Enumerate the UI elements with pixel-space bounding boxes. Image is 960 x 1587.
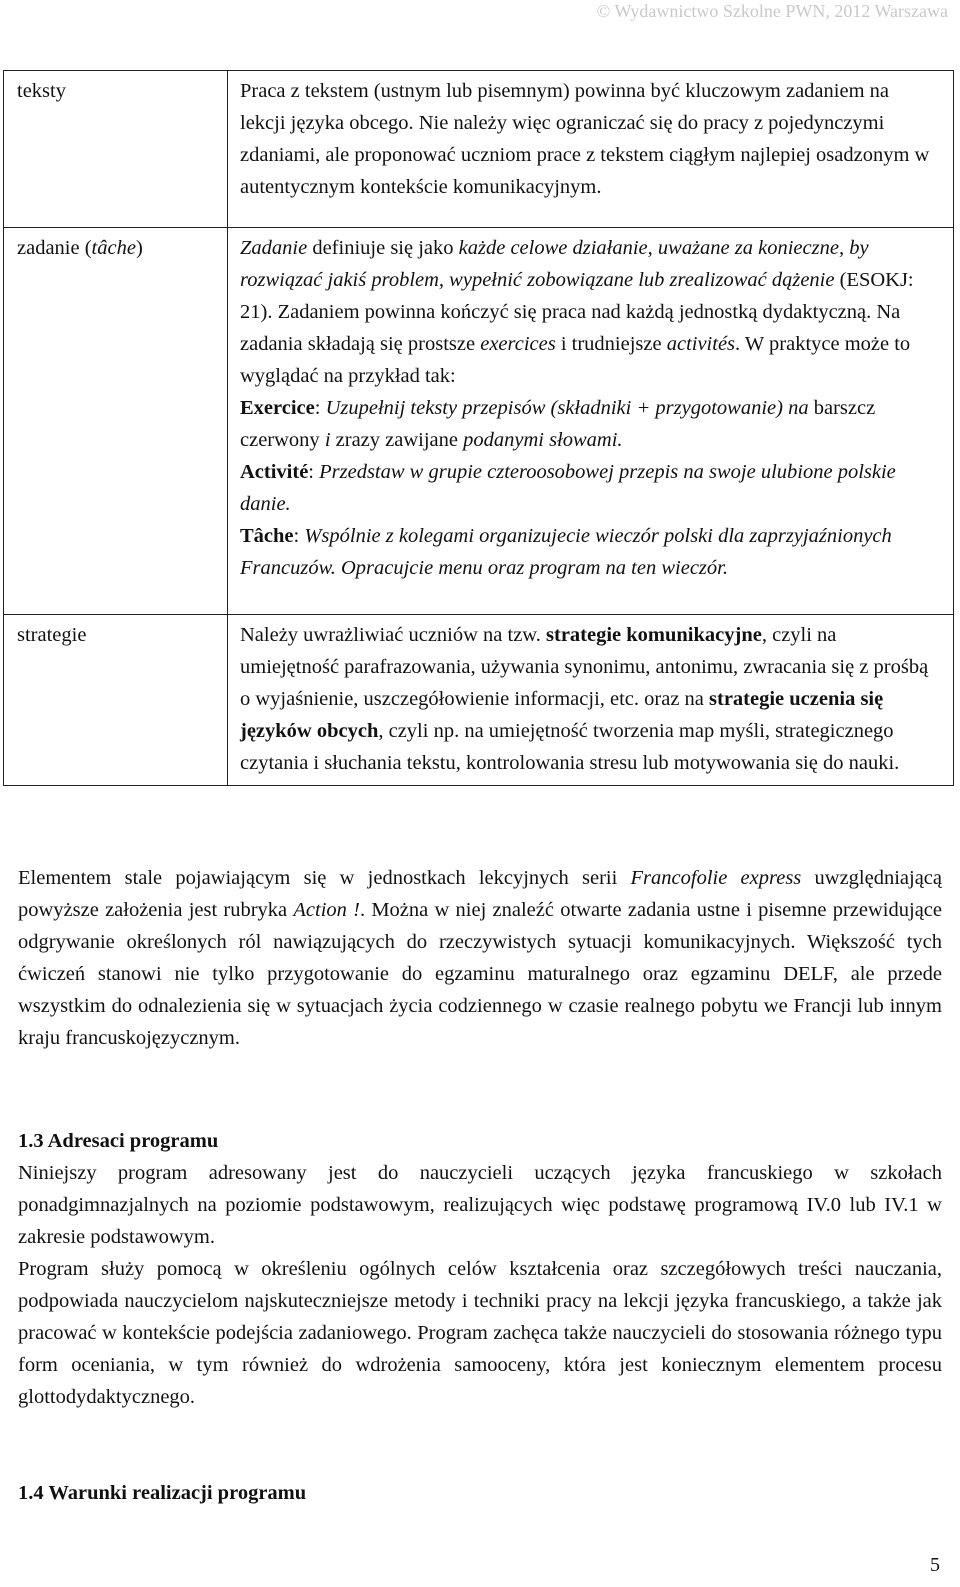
colon: : <box>308 461 320 483</box>
strategy-table <box>3 70 954 786</box>
strategy-text: Należy uwrażliwiać uczniów na tzw. <box>240 624 547 646</box>
exercice-label: Exercice <box>240 397 315 419</box>
definition-quote: każde celowe działanie, uważane za konieczne, by rozwiązać jakiś problem, wypełnić zobowiązane lub zrealizować dążenie <box>240 237 869 291</box>
tache-example <box>240 520 939 584</box>
exercices-word: exercices <box>480 333 556 355</box>
definition-text: . W praktyce może to wyglądać na przykład tak: <box>240 333 911 387</box>
section-heading: 1.3 Adresaci programu <box>18 1130 219 1152</box>
term-cell <box>4 228 228 615</box>
description-cell <box>228 228 954 615</box>
definition-text: (ESOKJ: 21). Zadaniem powinna kończyć się praca nad każdą jednostką dydaktyczną. Na zadania składają się prostsze <box>240 269 914 355</box>
exercice-example <box>240 392 939 456</box>
section-adresaci <box>18 1125 942 1413</box>
description-cell <box>228 615 954 786</box>
exercice-text: zrazy zawijane <box>330 429 464 451</box>
page-number: 5 <box>930 1554 940 1576</box>
section-heading: 1.4 Warunki realizacji programu <box>18 1482 307 1504</box>
definition-text: i trudniejsze <box>555 333 667 355</box>
description-cell: Praca z tekstem (ustnym lub pisemnym) powinna być kluczowym zadaniem na lekcji języka obcego. Nie należy więc ograniczać się do pracy z pojedynczymi zdaniami, ale proponować uczniom prace z tekstem ciągłym najlepiej osadzonym w autentycznym kontekście komunikacyjnym. <box>228 71 954 228</box>
colon: : <box>314 397 326 419</box>
paragraph-text: Elementem stale pojawiającym się w jednostkach lekcyjnych serii <box>18 867 631 889</box>
strategy-text: , czyli na umiejętność parafrazowania, używania synonimu, antonimu, zwracania się z prośbą o wyjaśnienie, uszczegółowienie informacji, etc. oraz na <box>240 624 929 710</box>
body-paragraph <box>18 862 942 1054</box>
table-row <box>4 228 954 615</box>
definition-term: Zadanie <box>240 237 308 259</box>
strategy-text: , czyli np. na umiejętność tworzenia map myśli, strategicznego czytania i słuchania tekstu, kontrolowania stresu lub motywowania się do nauki. <box>240 720 900 774</box>
exercice-text: barszcz czerwony <box>240 397 876 451</box>
term-text: ) <box>135 237 143 259</box>
exercice-text: i <box>324 429 331 451</box>
activite-example <box>240 456 939 520</box>
activite-text: Przedstaw w grupie czteroosobowej przepis na swoje ulubione polskie danie. <box>240 461 896 515</box>
body-paragraph: Niniejszy program adresowany jest do nauczycieli uczących języka francuskiego w szkołach ponadgimnazjalnych na poziomie podstawowym, realizujących więc podstawę programową IV.0 lub IV.1 w zakresie podstawowym. <box>18 1162 942 1248</box>
table-row <box>4 71 954 228</box>
definition-text: definiuje się jako <box>307 237 459 259</box>
colon: : <box>293 525 305 547</box>
strategy-bold: strategie komunikacyjne <box>546 624 762 646</box>
paragraph-text: . Można w niej znaleźć otwarte zadania ustne i pisemne przewidujące odgrywanie określonych ról nawiązujących do rzeczywistych sytuacji komunikacyjnych. Większość tych ćwiczeń stanowi nie tylko przygotowanie do egzaminu maturalnego oraz egzaminu DELF, ale przede wszystkim do odnalezienia się w sytuacjach życia codziennego w czasie realnego pobytu we Francji lub innym kraju francuskojęzycznym. <box>18 899 942 1049</box>
series-title: Francofolie express <box>630 867 802 889</box>
table-row <box>4 615 954 786</box>
copyright-header: © Wydawnictwo Szkolne PWN, 2012 Warszawa <box>596 1 948 21</box>
body-paragraph: Program służy pomocą w określeniu ogólnych celów kształcenia oraz szczegółowych treści nauczania, podpowiada nauczycielom najskuteczniejsze metody i techniki pracy na lekcji języka francuskiego, a także jak pracować w kontekście podejścia zadaniowego. Program zachęca także nauczycieli do stosowania różnego typu form oceniania, w tym również do wdrożenia samooceny, która jest koniecznym elementem procesu glottodydaktycznego. <box>18 1258 942 1408</box>
tache-label: Tâche <box>240 525 294 547</box>
paragraph-text: uwzględniającą powyższe założenia jest rubryka <box>18 867 943 921</box>
term-cell: teksty <box>4 71 228 228</box>
exercice-text: Uzupełnij teksty przepisów (składniki + przygotowanie) na <box>325 397 809 419</box>
exercice-text: podanymi słowami. <box>463 429 623 451</box>
term-cell: strategie <box>4 615 228 786</box>
term-italic: tâche <box>91 237 136 259</box>
rubric-title: Action ! <box>293 899 360 921</box>
activites-word: activités <box>666 333 736 355</box>
term-text: zadanie ( <box>17 237 92 259</box>
strategy-bold: strategie uczenia się języków obcych <box>240 688 884 742</box>
section-warunki <box>18 1477 942 1509</box>
definition-paragraph <box>240 232 939 392</box>
activite-label: Activité <box>240 461 309 483</box>
tache-text: Wspólnie z kolegami organizujecie wieczór polski dla zaprzyjaźnionych Francuzów. Opracujcie menu oraz program na ten wieczór. <box>240 525 892 579</box>
